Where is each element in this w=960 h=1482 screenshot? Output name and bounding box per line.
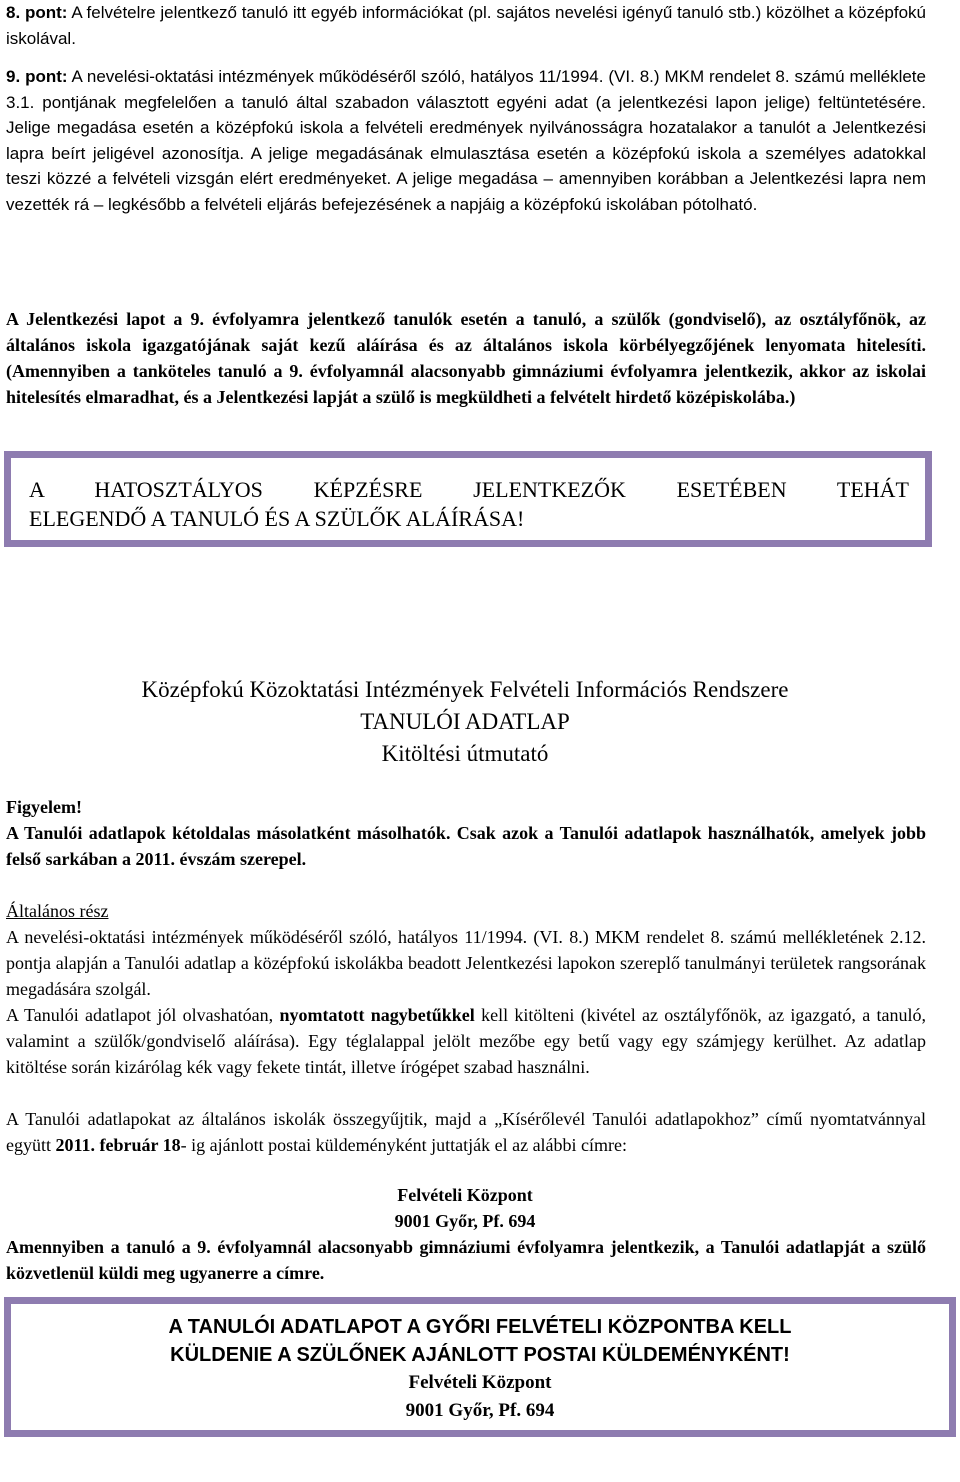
general-p2-end: kell kitölteni (kivétel az osztályfőnök, az igazgató, a tanuló, valamint a szülők/gondviselő aláírása). Egy téglalappal jelölt mezőbe egy betű vagy egy számjegy kerülhet. Az adatlap kitöltése során kizárólag kék vagy fekete tintát, illetve írógépet szabad használni. (6, 1005, 926, 1077)
title-block (0, 674, 930, 770)
six-grade-notice-box (4, 451, 932, 547)
system-title: Középfokú Közoktatási Intézmények Felvételi Információs Rendszere (141, 677, 789, 702)
point-9-text-2: Jelige megadása esetén a középfokú iskola a felvételi eredmények nyilvánosságra hozatalakor a tanulót a Jelentkezési lapra beírt jeligével azonosítja. (6, 118, 926, 163)
mailing-notice-box (4, 1297, 956, 1437)
point-9-number: 9. pont: (6, 67, 68, 86)
guide-title: Kitöltési útmutató (381, 741, 549, 766)
general-section-heading: Általános rész (6, 901, 109, 921)
box2-line-1: A TANULÓI ADATLAPOT A GYŐRI FELVÉTELI KÖZPONTBA KELL (168, 1316, 792, 1338)
form-title: TANULÓI ADATLAP (360, 709, 570, 734)
younger-grade-paragraph: Amennyiben a tanuló a 9. évfolyamnál alacsonyabb gimnáziumi évfolyamra jelentkezik, a Tanulói adatlapját a szülő közvetlenül küldi meg ugyanerre a címre. (6, 1237, 926, 1283)
box2-address-city: 9001 Győr, Pf. 694 (405, 1400, 555, 1421)
general-p3-end: - ig ajánlott postai küldeményként juttatják el az alábbi címre: (180, 1135, 628, 1155)
notice-text: A Tanulói adatlapok kétoldalas másolatként másolhatók. Csak azok a Tanulói adatlapok használhatók, amelyek jobb felső sarkában a 2011. évszám szerepel. (6, 823, 926, 869)
general-p3-date: 2011. február 18 (55, 1135, 181, 1155)
point-8-text: A felvételre jelentkező tanuló itt egyéb információkat (pl. sajátos nevelési igényű tanuló stb.) közölhet a középfokú iskolával. (6, 3, 926, 48)
signature-paragraph: A Jelentkezési lapot a 9. évfolyamra jelentkező tanulók esetén a tanuló, a szülők (gondviselő), az osztályfőnök, az általános iskola igazgatójának saját kezű aláírása és az általános iskola körbélyegzőjének lenyomata hitelesíti. (Amennyiben a tanköteles tanuló a 9. évfolyamnál alacsonyabb gimnáziumi évfolyamra jelentkezik, akkor az iskolai hitelesítés elmaradhat, és a Jelentkezési lapját a szülő is megküldheti a felvételt hirdető középiskolába.) (6, 309, 926, 407)
address-name: Felvételi Központ (397, 1185, 533, 1205)
six-grade-notice-text (29, 475, 909, 533)
point-8-number: 8. pont: (6, 3, 68, 22)
box2-address-name: Felvételi Központ (408, 1372, 552, 1393)
general-p2-start: A Tanulói adatlapot jól olvashatóan, (6, 1005, 280, 1025)
address-city: 9001 Győr, Pf. 694 (394, 1211, 536, 1231)
box1-line-2: ELEGENDŐ A TANULÓ ÉS A SZÜLŐK ALÁÍRÁSA! (29, 506, 525, 531)
point-8-paragraph (6, 0, 926, 51)
notice-label: Figyelem! (6, 797, 82, 817)
general-paragraph-2 (6, 1002, 926, 1080)
address-block (0, 1182, 930, 1234)
general-p3-start: A Tanulói adatlapokat az általános iskolák összegyűjtik, majd a „Kísérőlevél Tanulói adatlapokhoz” című nyomtatvánnyal együtt (6, 1109, 926, 1155)
point-9-text-1: A nevelési-oktatási intézmények működéséről szóló, hatályos 11/1994. (VI. 8.) MKM rendelet 8. számú melléklete 3.1. pontjának megfelelően a tanuló által szabadon választott egyéni adat (a jelentkezési lapon jelige) feltüntetésére. (6, 67, 926, 112)
general-paragraph-1: A nevelési-oktatási intézmények működéséről szóló, hatályos 11/1994. (VI. 8.) MKM rendelet 8. számú mellékletének 2.12. pontja alapján a Tanulói adatlap a középfokú iskolákba beadott Jelentkezési lapokon szereplő tanulmányi területek rangsorának megadására szolgál. (6, 927, 926, 999)
box2-line-2: KÜLDENIE A SZÜLŐNEK AJÁNLOTT POSTAI KÜLDEMÉNYKÉNT! (170, 1344, 790, 1366)
point-9-paragraph (6, 64, 926, 217)
box1-line-1: A HATOSZTÁLYOS KÉPZÉSRE JELENTKEZŐK ESETÉBEN TEHÁT (29, 477, 909, 502)
point-9-text-3: A jelige megadásának elmulasztása esetén a középfokú iskola a személyes adatokkal teszi közzé a felvételi vizsgán elért eredményeket. A jelige megadása – amennyiben korábban a Jelentkezési lapra nem vezették rá – legkésőbb a felvételi eljárás befejezésének a napjáig a középfokú iskolában pótolható. (6, 143, 926, 214)
general-paragraph-3 (6, 1106, 926, 1158)
general-p2-emphasis: nyomtatott nagybetűkkel (279, 1005, 475, 1025)
